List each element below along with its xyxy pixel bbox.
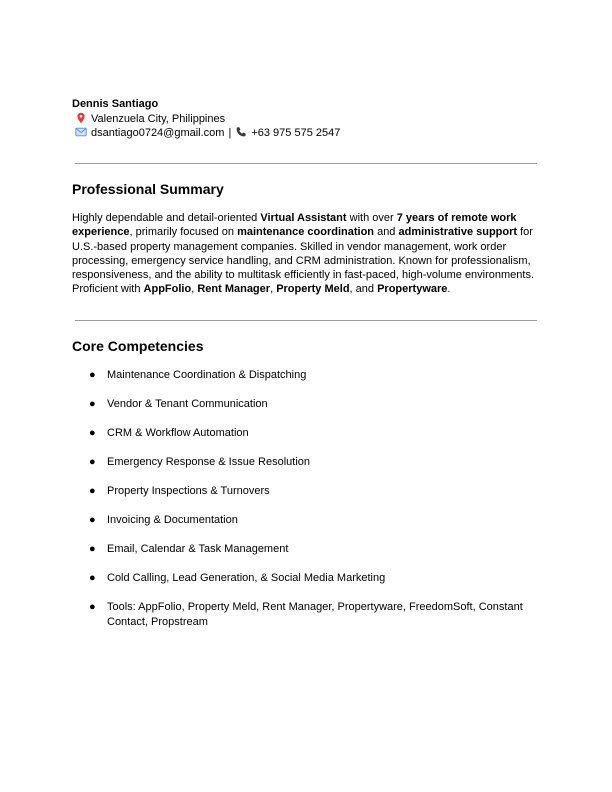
- list-item-text: CRM & Workflow Automation: [107, 427, 249, 439]
- list-item: [72, 426, 540, 441]
- email-link[interactable]: dsantiago0724@gmail.com: [91, 127, 225, 139]
- bullet: ●: [89, 485, 96, 497]
- location-line: [75, 112, 225, 126]
- phone-number[interactable]: +63 975 575 2547: [251, 127, 341, 139]
- summary-paragraph: [72, 211, 540, 297]
- list-item: [72, 513, 540, 528]
- list-item: [72, 368, 540, 383]
- section-divider: [75, 163, 537, 164]
- summary-text: and: [374, 226, 399, 239]
- bullet: ●: [89, 572, 96, 584]
- bullet: ●: [89, 398, 96, 410]
- summary-bold: Rent Manager: [197, 283, 271, 296]
- list-item-text: Vendor & Tenant Communication: [107, 398, 268, 410]
- bullet: ●: [89, 601, 96, 613]
- candidate-name: Dennis Santiago: [72, 98, 159, 110]
- envelope-icon: [75, 126, 87, 138]
- list-item: [72, 484, 540, 499]
- list-item-text: Tools: AppFolio, Property Meld, Rent Manager, Propertyware, FreedomSoft, Constant Contact, Propstream: [107, 601, 523, 628]
- competencies-heading: Core Competencies: [72, 338, 204, 354]
- list-item: [72, 397, 540, 412]
- list-item-text: Emergency Response & Issue Resolution: [107, 456, 310, 468]
- location-text: Valenzuela City, Philippines: [91, 113, 226, 125]
- bullet: ●: [89, 369, 96, 381]
- competencies-list: [72, 368, 540, 644]
- summary-bold: Virtual Assistant: [260, 212, 347, 224]
- list-item-text: Cold Calling, Lead Generation, & Social Media Marketing: [107, 572, 386, 584]
- summary-text: ,: [191, 283, 198, 296]
- bullet: ●: [89, 514, 96, 526]
- list-item: [72, 571, 540, 586]
- summary-text: .: [447, 283, 451, 296]
- list-item: [72, 600, 540, 630]
- summary-text: for U.S.-based property management companies. Skilled in vendor management, work order processing, emergency service handling, and CRM administration. Known for professionalism, responsiveness, and the ability to multitask efficiently in fast-paced, high-volume environments. Proficient with: [72, 226, 535, 296]
- section-divider: [75, 320, 537, 321]
- list-item-text: Email, Calendar & Task Management: [107, 543, 289, 555]
- summary-bold: Propertyware: [377, 283, 448, 296]
- summary-bold: Property Meld: [276, 283, 350, 296]
- list-item-text: Maintenance Coordination & Dispatching: [107, 369, 307, 381]
- summary-bold: 7 years of remote work experience: [72, 212, 517, 239]
- list-item-text: Property Inspections & Turnovers: [107, 485, 270, 497]
- contact-line: [75, 126, 340, 140]
- phone-icon: [235, 126, 247, 138]
- summary-bold: maintenance coordination: [237, 226, 375, 239]
- summary-heading: Professional Summary: [72, 181, 224, 197]
- bullet: ●: [89, 456, 96, 468]
- summary-text: , primarily focused on: [129, 226, 238, 239]
- summary-text: with over: [346, 212, 397, 224]
- summary-bold: AppFolio: [143, 283, 192, 296]
- contact-separator: |: [228, 127, 232, 139]
- summary-text: , and: [349, 283, 378, 296]
- list-item: [72, 455, 540, 470]
- summary-text: Highly dependable and detail-oriented: [72, 212, 261, 224]
- summary-bold: administrative support: [398, 226, 518, 239]
- bullet: ●: [89, 427, 96, 439]
- bullet: ●: [89, 543, 96, 555]
- summary-text: ,: [270, 283, 277, 296]
- pin-icon: [75, 112, 87, 124]
- list-item-text: Invoicing & Documentation: [107, 514, 238, 526]
- list-item: [72, 542, 540, 557]
